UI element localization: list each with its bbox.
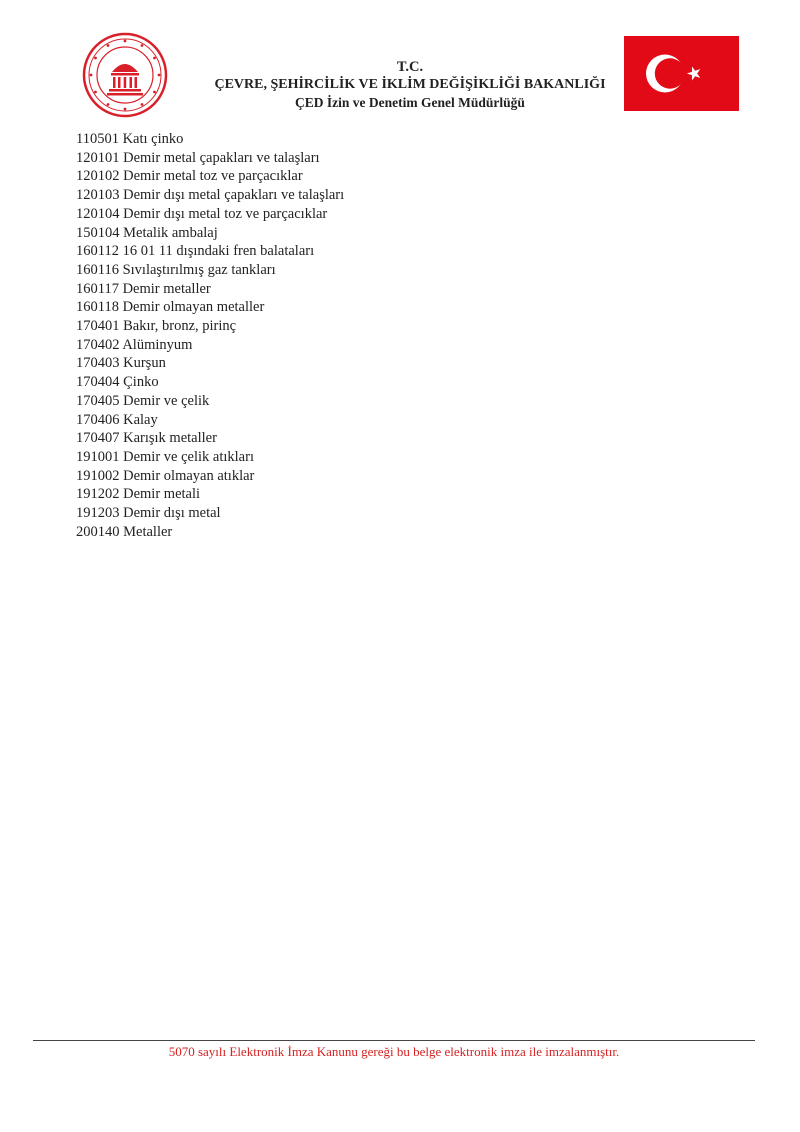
list-item: 170402 Alüminyum bbox=[76, 336, 193, 353]
list-item: 160117 Demir metaller bbox=[76, 280, 211, 297]
list-item: 191203 Demir dışı metal bbox=[76, 505, 221, 522]
list-item: 191202 Demir metali bbox=[76, 486, 201, 503]
header-tc: T.C. bbox=[396, 59, 424, 75]
list-item: 191001 Demir ve çelik atıkları bbox=[76, 448, 254, 465]
list-item: 170406 Kalay bbox=[76, 411, 158, 428]
list-item: 160118 Demir olmayan metaller bbox=[76, 299, 265, 316]
list-item: 170404 Çinko bbox=[76, 374, 159, 391]
ministry-seal-logo bbox=[82, 32, 168, 118]
list-item: 150104 Metalik ambalaj bbox=[76, 224, 218, 241]
list-item: 120102 Demir metal toz ve parçacıklar bbox=[76, 168, 303, 185]
list-item: 170405 Demir ve çelik bbox=[76, 392, 210, 409]
list-item: 170407 Karışık metaller bbox=[76, 430, 217, 447]
list-item: 170403 Kurşun bbox=[76, 355, 166, 372]
waste-code-list bbox=[76, 130, 616, 541]
list-item: 120101 Demir metal çapakları ve talaşları bbox=[76, 149, 320, 166]
list-item: 160112 16 01 11 dışındaki fren balataları bbox=[76, 243, 315, 260]
e-signature-notice: 5070 sayılı Elektronik İmza Kanunu gereği bu belge elektronik imza ile imzalanmıştır. bbox=[168, 1044, 620, 1059]
list-item: 120103 Demir dışı metal çapakları ve talaşları bbox=[76, 187, 345, 204]
document-header bbox=[160, 58, 660, 112]
list-item: 160116 Sıvılaştırılmış gaz tankları bbox=[76, 261, 276, 278]
header-ministry-name: ÇEVRE, ŞEHİRCİLİK VE İKLİM DEĞİŞİKLİĞİ BAKANLIĞI bbox=[214, 77, 606, 92]
list-item: 200140 Metaller bbox=[76, 523, 173, 540]
header-directorate-name: ÇED İzin ve Denetim Genel Müdürlüğü bbox=[295, 95, 525, 110]
list-item: 110501 Katı çinko bbox=[76, 131, 184, 147]
list-item: 120104 Demir dışı metal toz ve parçacıklar bbox=[76, 205, 328, 222]
footer-divider bbox=[33, 1040, 755, 1041]
list-item: 191002 Demir olmayan atıklar bbox=[76, 467, 255, 484]
list-item: 170401 Bakır, bronz, pirinç bbox=[76, 318, 237, 335]
